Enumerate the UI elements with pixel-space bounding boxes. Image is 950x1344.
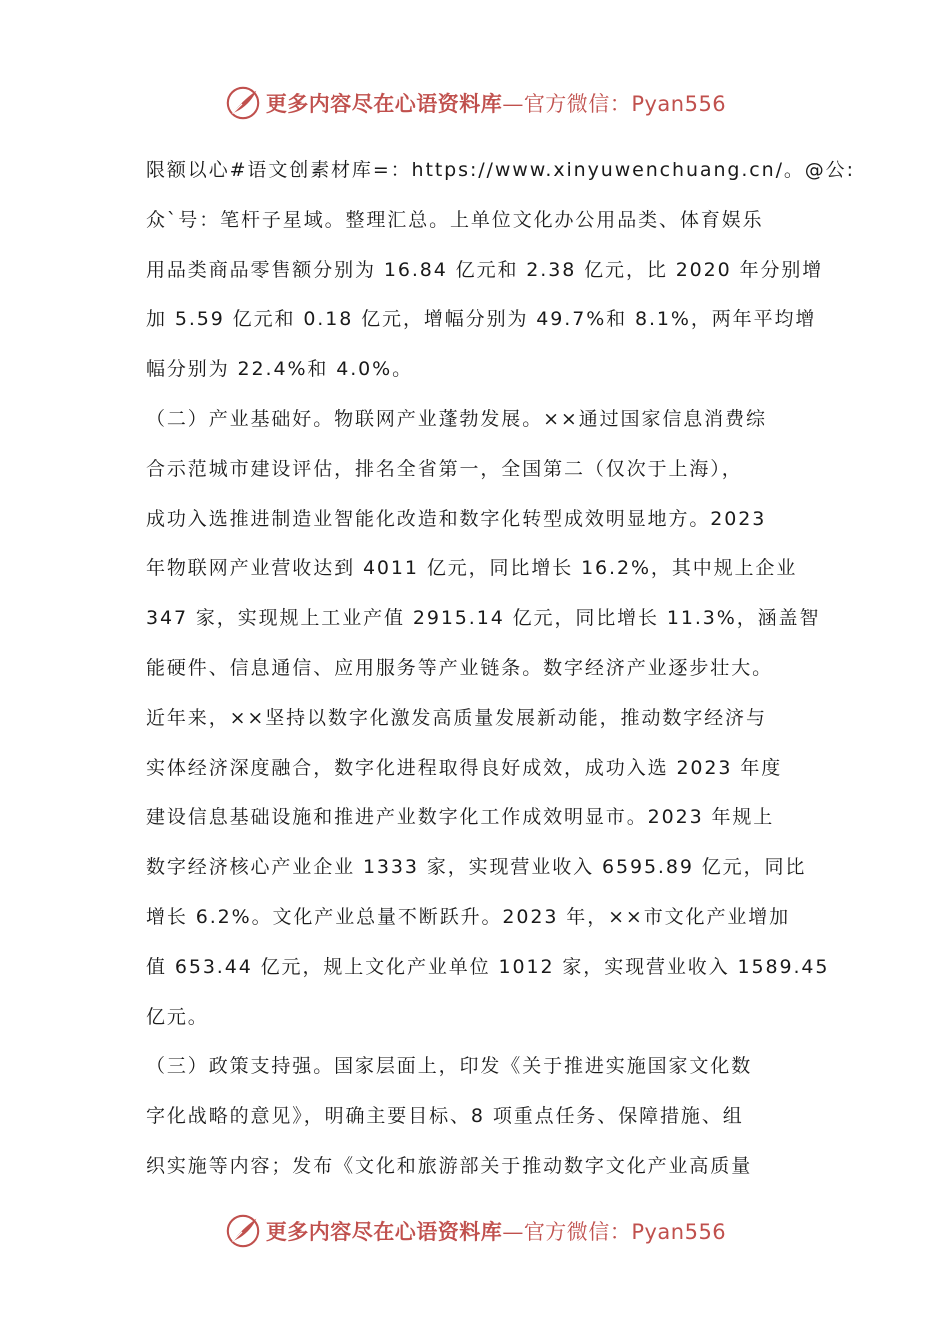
banner-dash: — <box>502 92 524 116</box>
banner-main-text: 更多内容尽在心语资料库 <box>265 1219 503 1244</box>
text-line: 年物联网产业营收达到 4011 亿元，同比增长 16.2%，其中规上企业 <box>146 557 798 580</box>
text-line: 值 653.44 亿元，规上文化产业单位 1012 家，实现营业收入 1589.45 <box>146 955 830 978</box>
text-line: 成功入选推进制造业智能化改造和数字化转型成效明显地方。2023 <box>146 507 767 530</box>
text-line: 众`号：笔杆子星域。整理汇总。上单位文化办公用品类、体育娱乐 <box>146 208 764 231</box>
footer-banner <box>0 1206 950 1256</box>
header-banner <box>0 78 950 128</box>
header-banner-text <box>266 88 726 118</box>
banner-main-text: 更多内容尽在心语资料库 <box>265 91 503 116</box>
footer-banner-inner <box>224 1212 726 1250</box>
banner-wechat-label: 官方微信： <box>523 92 632 116</box>
text-line: （二）产业基础好。物联网产业蓬勃发展。××通过国家信息消费综 <box>146 407 767 430</box>
text-line: 数字经济核心产业企业 1333 家，实现营业收入 6595.89 亿元，同比 <box>146 856 807 879</box>
header-banner-inner <box>224 84 726 122</box>
text-line: 增长 6.2%。文化产业总量不断跃升。2023 年，××市文化产业增加 <box>146 905 791 928</box>
banner-wechat-label: 官方微信： <box>523 1220 632 1244</box>
text-line: 347 家，实现规上工业产值 2915.14 亿元，同比增长 11.3%，涵盖智 <box>146 607 821 630</box>
quill-logo-icon <box>224 84 262 122</box>
banner-dash: — <box>502 1220 524 1244</box>
text-line: 实体经济深度融合，数字化进程取得良好成效，成功入选 2023 年度 <box>146 756 783 779</box>
text-line: 限额以心#语文创素材库=：https://www.xinyuwenchuang.cn/。@公: <box>146 159 855 181</box>
document-body <box>146 146 855 1192</box>
footer-banner-text <box>266 1216 726 1246</box>
text-line: 幅分别为 22.4%和 4.0%。 <box>146 358 414 381</box>
text-line: 建设信息基础设施和推进产业数字化工作成效明显市。2023 年规上 <box>146 806 775 829</box>
text-line: 近年来，××坚持以数字化激发高质量发展新动能，推动数字经济与 <box>146 706 767 729</box>
text-line: 加 5.59 亿元和 0.18 亿元，增幅分别为 49.7%和 8.1%，两年平均增 <box>146 308 817 331</box>
banner-wechat-id: Pyan556 <box>631 92 727 116</box>
text-line: 字化战略的意见》，明确主要目标、8 项重点任务、保障措施、组 <box>146 1105 744 1128</box>
text-line: 用品类商品零售额分别为 16.84 亿元和 2.38 亿元，比 2020 年分别增 <box>146 258 824 281</box>
text-line: 能硬件、信息通信、应用服务等产业链条。数字经济产业逐步壮大。 <box>146 656 774 679</box>
text-line: 亿元。 <box>146 1005 209 1028</box>
text-line: （三）政策支持强。国家层面上，印发《关于推进实施国家文化数 <box>146 1055 753 1078</box>
quill-logo-icon <box>224 1212 262 1250</box>
text-line: 合示范城市建设评估，排名全省第一，全国第二（仅次于上海）， <box>146 457 743 480</box>
text-line: 织实施等内容；发布《文化和旅游部关于推动数字文化产业高质量 <box>146 1154 753 1177</box>
banner-wechat-id: Pyan556 <box>631 1220 727 1244</box>
